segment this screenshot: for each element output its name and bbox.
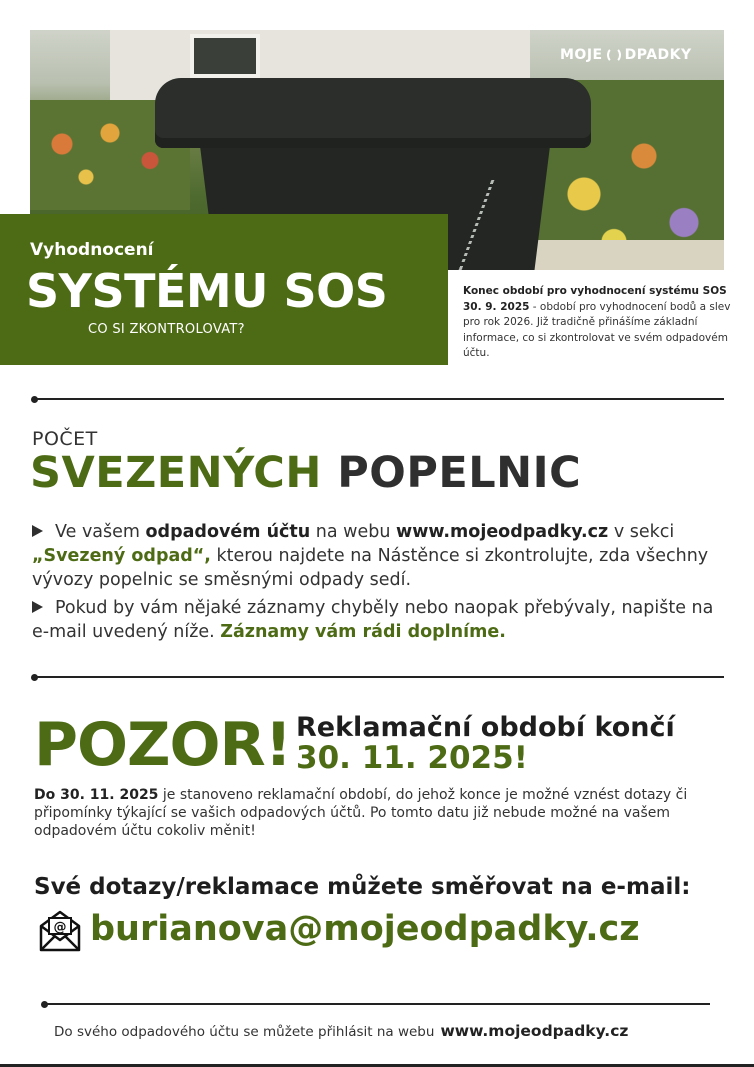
bullet-paragraph-2	[32, 596, 732, 644]
logo-text-right: DPADKY	[624, 47, 692, 63]
footer	[54, 1022, 628, 1040]
claim-notice	[34, 786, 724, 840]
logo-o-icon	[607, 47, 621, 63]
p1-green: „Svezený odpad“,	[32, 546, 211, 566]
intro-bold: Konec období pro vyhodnocení systému SOS 30. 9. 2025	[463, 285, 727, 313]
section1-heading-dark: POPELNIC	[337, 448, 582, 498]
p1-text-4: kterou najdete na Nástěnce si zkontrolujte, zda všechny vývozy popelnic se směsnými odpady sedí.	[32, 546, 709, 590]
p1-text-2: na webu	[310, 522, 397, 542]
p1-website: www.mojeodpadky.cz	[396, 522, 609, 542]
contact-email[interactable]: burianova@mojeodpadky.cz	[90, 909, 640, 949]
bullet-arrow-icon	[32, 601, 43, 613]
p1-text-1: Ve vašem	[55, 522, 146, 542]
email-envelope-icon	[38, 910, 82, 952]
divider-3	[44, 1003, 710, 1005]
p2-green: Záznamy vám rádi doplníme.	[220, 622, 506, 642]
p1-bold-1: odpadovém účtu	[145, 522, 311, 542]
waste-bin-lid	[155, 78, 591, 148]
intro-rest: - období pro vyhodnocení bodů a slev pro rok 2026. Již tradičně přinášíme základní informace, co si zkontrolovat ve svém odpadovém účtu.	[463, 300, 731, 359]
brand-logo	[560, 45, 716, 65]
logo-text-left: MOJE	[560, 47, 603, 63]
p1-text-3: v sekci	[608, 522, 675, 542]
bullet-arrow-icon	[32, 525, 43, 537]
footer-website-link[interactable]: www.mojeodpadky.cz	[440, 1022, 629, 1040]
section1-heading-small: POČET	[32, 428, 98, 450]
notice-bold: Do 30. 11. 2025	[34, 787, 159, 803]
claim-period-date: 30. 11. 2025!	[296, 740, 528, 776]
footer-text: Do svého odpadového účtu se můžete přihlásit na webu	[54, 1024, 435, 1040]
title-subtitle: CO SI ZKONTROLOVAT?	[88, 322, 245, 337]
bullet-paragraph-1	[32, 520, 732, 592]
notice-text: je stanoveno reklamační období, do jehož konce je možné vznést dotazy či připomínky týkající se vašich odpadových účtů. Po tomto datu již nebude možné na vašem odpadovém účtu cokoliv měnit!	[34, 787, 688, 839]
title-main: SYSTÉMU SOS	[26, 264, 388, 318]
svg-text:@: @	[53, 920, 67, 935]
contact-heading: Své dotazy/reklamace můžete směřovat na e-mail:	[34, 874, 691, 900]
divider-2	[34, 676, 724, 678]
p2-text-1: Pokud by vám nějaké záznamy chyběly nebo naopak přebývaly, napište na e-mail uvedený níže.	[32, 598, 714, 642]
pozor-heading: POZOR!	[34, 710, 292, 780]
claim-period-heading: Reklamační období končí	[296, 712, 675, 743]
section1-heading-green: SVEZENÝCH	[30, 448, 322, 498]
intro-text	[463, 284, 733, 362]
title-block	[0, 214, 448, 365]
section1-heading	[30, 448, 581, 498]
house-window	[190, 34, 260, 78]
divider-1	[34, 398, 724, 400]
title-kicker: Vyhodnocení	[30, 240, 154, 260]
